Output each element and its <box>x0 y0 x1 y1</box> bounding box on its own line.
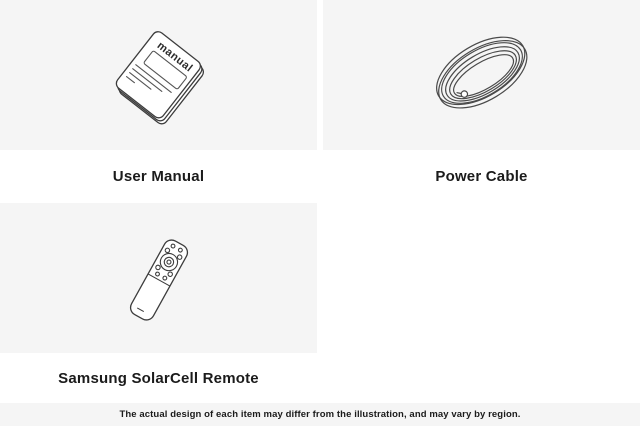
solarcell-remote-icon <box>94 218 224 348</box>
accessory-label-user-manual: User Manual <box>112 168 205 185</box>
power-cable-tile <box>323 0 640 150</box>
accessory-label-solarcell-remote: Samsung SolarCell Remote <box>58 369 259 387</box>
user-manual-icon <box>84 9 234 141</box>
disclaimer-text: The actual design of each item may differ from the illustration, and may vary by region. <box>119 409 521 420</box>
accessory-card-solarcell-remote <box>0 203 317 403</box>
manual-cover-text: manual <box>154 39 195 75</box>
solarcell-remote-tile <box>0 203 317 353</box>
empty-cell <box>323 203 640 403</box>
accessory-label-power-cable: Power Cable <box>435 168 528 185</box>
power-cable-icon <box>407 16 557 134</box>
accessory-card-user-manual <box>0 0 317 203</box>
accessory-card-power-cable <box>323 0 640 203</box>
disclaimer-bar <box>0 403 640 426</box>
user-manual-tile <box>0 0 317 150</box>
